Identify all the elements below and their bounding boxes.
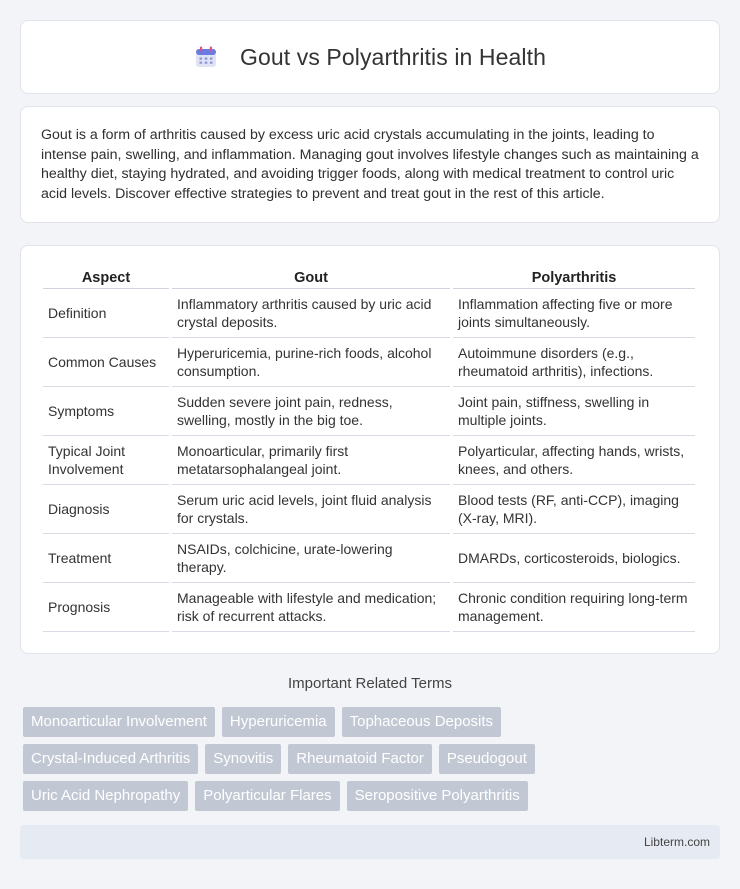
tag-polyarticular-flares[interactable]: Polyarticular Flares [195, 781, 339, 811]
tag-row [23, 781, 723, 811]
cell-gout: NSAIDs, colchicine, urate-lowering therapy. [172, 534, 450, 583]
tag-seropositive-polyarthritis[interactable]: Seropositive Polyarthritis [347, 781, 528, 811]
cell-polyarthritis: Autoimmune disorders (e.g., rheumatoid arthritis), infections. [453, 338, 695, 387]
intro-card [20, 106, 720, 223]
table-row [43, 534, 695, 583]
cell-aspect: Definition [43, 289, 169, 338]
cell-polyarthritis: Blood tests (RF, anti-CCP), imaging (X-ray, MRI). [453, 485, 695, 534]
cell-polyarthritis: Polyarticular, affecting hands, wrists, knees, and others. [453, 436, 695, 485]
cell-polyarthritis: DMARDs, corticosteroids, biologics. [453, 534, 695, 583]
tag-row [23, 707, 723, 737]
cell-gout: Sudden severe joint pain, redness, swelling, mostly in the big toe. [172, 387, 450, 436]
tag-synovitis[interactable]: Synovitis [205, 744, 281, 774]
cell-gout: Hyperuricemia, purine-rich foods, alcohol consumption. [172, 338, 450, 387]
tag-tophaceous-deposits[interactable]: Tophaceous Deposits [342, 707, 501, 737]
cell-gout: Inflammatory arthritis caused by uric acid crystal deposits. [172, 289, 450, 338]
cell-aspect: Typical Joint Involvement [43, 436, 169, 485]
cell-gout: Monoarticular, primarily first metatarsophalangeal joint. [172, 436, 450, 485]
calendar-icon [194, 45, 218, 69]
cell-polyarthritis: Chronic condition requiring long-term management. [453, 583, 695, 632]
table-row [43, 289, 695, 338]
table-row [43, 485, 695, 534]
cell-gout: Serum uric acid levels, joint fluid analysis for crystals. [172, 485, 450, 534]
cell-aspect: Symptoms [43, 387, 169, 436]
intro-text: Gout is a form of arthritis caused by excess uric acid crystals accumulating in the joints, leading to intense pain, swelling, and inflammation. Managing gout involves lifestyle changes such as maintaining a healthy diet, staying hydrated, and avoiding trigger foods, along with medical treatment to control uric acid levels. Discover effective strategies to prevent and treat gout in the rest of this article. [41, 127, 699, 202]
tag-crystal-induced-arthritis[interactable]: Crystal-Induced Arthritis [23, 744, 198, 774]
header-card [20, 20, 720, 94]
tag-monoarticular-involvement[interactable]: Monoarticular Involvement [23, 707, 215, 737]
tag-row [23, 744, 723, 774]
cell-polyarthritis: Inflammation affecting five or more joints simultaneously. [453, 289, 695, 338]
tag-hyperuricemia[interactable]: Hyperuricemia [222, 707, 335, 737]
table-header-row [43, 268, 695, 289]
table-row [43, 387, 695, 436]
table-row [43, 436, 695, 485]
tag-pseudogout[interactable]: Pseudogout [439, 744, 535, 774]
header-gout: Gout [172, 268, 450, 289]
comparison-table [40, 268, 698, 632]
page-title: Gout vs Polyarthritis in Health [239, 43, 547, 70]
cell-polyarthritis: Joint pain, stiffness, swelling in multiple joints. [453, 387, 695, 436]
related-terms-title: Important Related Terms [288, 675, 452, 692]
cell-gout: Manageable with lifestyle and medication; risk of recurrent attacks. [172, 583, 450, 632]
table-row [43, 583, 695, 632]
related-terms [23, 707, 723, 818]
footer [20, 825, 720, 859]
tag-rheumatoid-factor[interactable]: Rheumatoid Factor [288, 744, 432, 774]
comparison-card [20, 245, 720, 654]
tag-uric-acid-nephropathy[interactable]: Uric Acid Nephropathy [23, 781, 188, 811]
cell-aspect: Diagnosis [43, 485, 169, 534]
cell-aspect: Treatment [43, 534, 169, 583]
header-polyarthritis: Polyarthritis [453, 268, 695, 289]
footer-site-link[interactable]: Libterm.com [643, 835, 710, 849]
header-aspect: Aspect [43, 268, 169, 289]
table-row [43, 338, 695, 387]
cell-aspect: Prognosis [43, 583, 169, 632]
cell-aspect: Common Causes [43, 338, 169, 387]
